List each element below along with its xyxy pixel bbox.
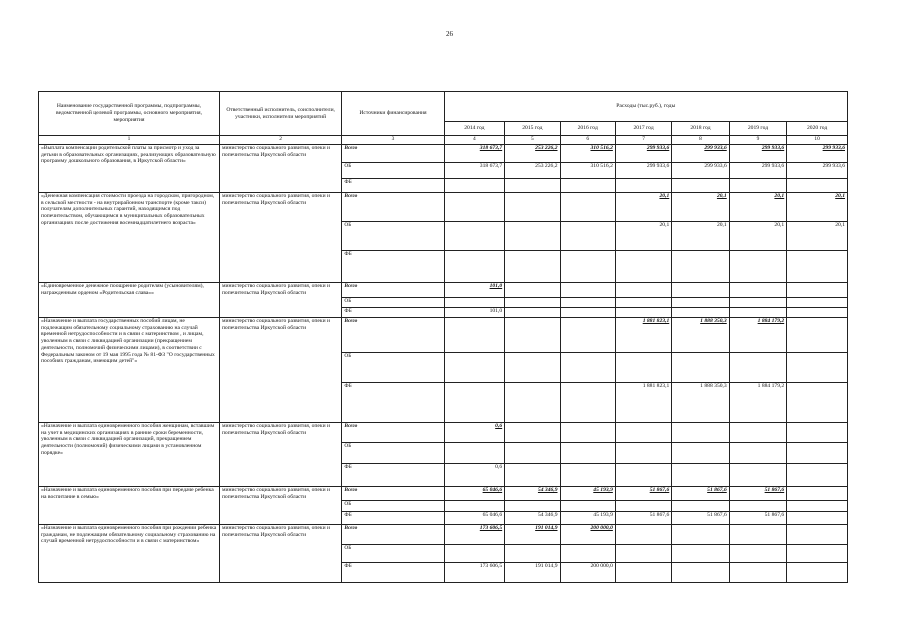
value-cell [505,464,560,487]
funding-source-fb: ФБ [342,308,444,318]
value-cell: 51 867,6 [729,487,786,501]
value-cell: 20,1 [615,222,671,251]
column-number: 7 [615,136,671,145]
value-cell: 51 867,6 [729,512,786,525]
value-cell: 51 867,6 [615,512,671,525]
value-cell [787,298,848,308]
value-cell: 0,6 [444,464,505,487]
value-cell: 310 516,2 [560,145,615,163]
value-cell [560,501,615,512]
value-cell [560,308,615,318]
value-cell [729,525,786,545]
value-cell [672,545,729,563]
value-cell [787,563,848,583]
value-cell [787,251,848,283]
value-cell: 20,1 [672,193,729,222]
value-cell [787,545,848,563]
value-cell [444,193,505,222]
table-row [39,318,848,353]
value-cell: 1 884 179,2 [729,318,786,353]
funding-source-ob: ОБ [342,353,444,383]
value-cell [444,501,505,512]
value-cell [729,545,786,563]
value-cell: 20,1 [787,222,848,251]
value-cell [729,251,786,283]
value-cell [615,308,671,318]
value-cell: 20,1 [615,193,671,222]
value-cell: 299 933,6 [615,145,671,163]
value-cell [560,545,615,563]
value-cell [560,283,615,298]
value-cell [672,464,729,487]
executor-cell: министерство социального развития, опеки и попечительства Иркутской области [219,487,341,525]
value-cell: 0,6 [444,423,505,443]
value-cell [729,423,786,443]
table-row [39,525,848,545]
value-cell [505,501,560,512]
value-cell [505,251,560,283]
value-cell [729,443,786,464]
program-name-cell: «Выплата компенсации родительской платы за присмотр и уход за детьми в образовательных организациях, реализующих образовательную программу дошкольного образования, в Иркутской области» [39,145,220,193]
value-cell [615,525,671,545]
value-cell: 65 046,6 [444,512,505,525]
executor-cell: министерство социального развития, опеки и попечительства Иркутской области [219,283,341,318]
value-cell [787,464,848,487]
value-cell [560,318,615,353]
value-cell [444,179,505,193]
value-cell [729,179,786,193]
funding-source-ob: ОБ [342,545,444,563]
funding-source-ob: ОБ [342,163,444,179]
program-name-cell: «Назначение и выплата единовременного пособия при передаче ребенка на воспитание в семью» [39,487,220,525]
value-cell: 191 014,9 [505,563,560,583]
value-cell [505,383,560,423]
value-cell [505,318,560,353]
header-year: 2017 год [615,122,671,136]
value-cell: 200 000,0 [560,563,615,583]
value-cell: 1 881 823,1 [615,318,671,353]
column-number: 4 [444,136,505,145]
value-cell [505,308,560,318]
value-cell [787,487,848,501]
value-cell [560,423,615,443]
value-cell [787,423,848,443]
value-cell [615,443,671,464]
value-cell [672,353,729,383]
value-cell [560,222,615,251]
executor-cell: министерство социального развития, опеки и попечительства Иркутской области [219,423,341,487]
value-cell [672,501,729,512]
funding-source-fb: ФБ [342,512,444,525]
value-cell [615,563,671,583]
value-cell: 299 933,6 [672,163,729,179]
value-cell: 20,1 [672,222,729,251]
value-cell [787,308,848,318]
value-cell [615,353,671,383]
value-cell: 1 884 179,2 [729,383,786,423]
funding-source-total: Всего [342,525,444,545]
column-number: 10 [787,136,848,145]
value-cell [729,501,786,512]
executor-cell: министерство социального развития, опеки и попечительства Иркутской области [219,145,341,193]
value-cell [560,443,615,464]
value-cell [787,283,848,298]
value-cell [615,545,671,563]
value-cell: 173 606,5 [444,563,505,583]
value-cell: 253 226,2 [505,145,560,163]
value-cell [729,353,786,383]
value-cell [787,383,848,423]
value-cell: 299 933,6 [729,163,786,179]
value-cell [787,353,848,383]
value-cell [444,318,505,353]
value-cell [505,283,560,298]
table-row [39,193,848,222]
value-cell [672,563,729,583]
value-cell [505,222,560,251]
value-cell: 1 888 350,3 [672,318,729,353]
funding-source-total: Всего [342,318,444,353]
funding-source-fb: ФБ [342,464,444,487]
value-cell [560,353,615,383]
value-cell: 1 881 823,1 [615,383,671,423]
value-cell [444,545,505,563]
value-cell: 299 933,6 [787,163,848,179]
program-name-cell: «Назначение и выплата государственных пособий лицам, не подлежащим обязательному социальному страхованию на случай временной нетрудоспособности и в связи с материнством , и лицам, уволенным в связи с ликвидацией организации (прекращением деятельности, полномочий физическими лицами), в соответствии с Федеральным законом от 19 мая 1995 года № 81-ФЗ "О государственных пособиях гражданам, имеющим детей"» [39,318,220,423]
value-cell: 318 673,7 [444,163,505,179]
value-cell: 51 867,6 [672,512,729,525]
value-cell: 65 046,6 [444,487,505,501]
table-body [39,145,848,583]
column-number: 2 [219,136,341,145]
value-cell: 101,0 [444,308,505,318]
funding-source-total: Всего [342,283,444,298]
value-cell [505,545,560,563]
value-cell: 1 888 350,3 [672,383,729,423]
value-cell: 20,1 [787,193,848,222]
executor-cell: министерство социального развития, опеки и попечительства Иркутской области [219,525,341,583]
header-year: 2014 год [444,122,505,136]
header-name: Наименование государственной программы, подпрограммы, ведомственной целевой программы, основного мероприятия, мероприятия [39,92,220,136]
value-cell: 51 867,6 [672,487,729,501]
program-name-cell: «Назначение и выплата единовременного пособия при рождении ребенка гражданам, не подлежащим обязательному социальному страхованию на случай временной нетрудоспособности и в связи с материнством» [39,525,220,583]
value-cell [505,353,560,383]
value-cell [729,298,786,308]
value-cell [444,222,505,251]
table-row [39,145,848,163]
value-cell: 101,0 [444,283,505,298]
value-cell: 54 346,9 [505,512,560,525]
value-cell [560,251,615,283]
value-cell [615,298,671,308]
value-cell [560,383,615,423]
header-source: Источники финансирования [342,92,444,136]
value-cell [444,298,505,308]
table-row [39,487,848,501]
value-cell [672,525,729,545]
value-cell [615,283,671,298]
value-cell [729,563,786,583]
executor-cell: министерство социального развития, опеки и попечительства Иркутской области [219,318,341,423]
funding-source-fb: ФБ [342,563,444,583]
value-cell [505,423,560,443]
value-cell [444,251,505,283]
value-cell [444,383,505,423]
header-year: 2015 год [505,122,560,136]
value-cell: 54 346,9 [505,487,560,501]
value-cell [505,193,560,222]
value-cell [615,251,671,283]
funding-source-total: Всего [342,423,444,443]
value-cell [787,318,848,353]
funding-source-ob: ОБ [342,298,444,308]
value-cell [560,193,615,222]
value-cell [672,179,729,193]
value-cell [505,298,560,308]
funding-source-fb: ФБ [342,179,444,193]
funding-source-total: Всего [342,193,444,222]
column-number: 8 [672,136,729,145]
value-cell [729,464,786,487]
value-cell [560,464,615,487]
table-row [39,283,848,298]
value-cell [787,512,848,525]
value-cell [560,298,615,308]
column-number: 6 [560,136,615,145]
value-cell: 45 193,9 [560,487,615,501]
value-cell [615,501,671,512]
value-cell: 253 226,2 [505,163,560,179]
value-cell [672,423,729,443]
value-cell [672,283,729,298]
column-number: 9 [729,136,786,145]
funding-source-fb: ФБ [342,251,444,283]
funding-source-total: Всего [342,145,444,163]
header-year: 2018 год [672,122,729,136]
value-cell: 191 014,9 [505,525,560,545]
table-row [39,423,848,443]
value-cell: 318 673,7 [444,145,505,163]
value-cell [672,298,729,308]
executor-cell: министерство социального развития, опеки и попечительства Иркутской области [219,193,341,283]
value-cell [615,464,671,487]
funding-source-ob: ОБ [342,222,444,251]
funding-source-ob: ОБ [342,443,444,464]
value-cell: 173 606,5 [444,525,505,545]
value-cell [505,443,560,464]
funding-source-total: Всего [342,487,444,501]
column-number: 1 [39,136,220,145]
header-year: 2019 год [729,122,786,136]
value-cell: 51 867,6 [615,487,671,501]
program-name-cell: «Денежная компенсация стоимости проезда на городском, пригородном, в сельской местности - на внутрирайонном транспорте (кроме такси) получателям дополнительных гарантий, находящимся под попечительством, обучающимся в муниципальных образовательных организациях после достижения восемнадцатилетнего возраста» [39,193,220,283]
value-cell: 299 933,6 [787,145,848,163]
program-name-cell: «Назначение и выплата единовременного пособия женщинам, вставшим на учет в медицинских организациях в ранние сроки беременности, уволенным в связи с ликвидацией организаций, прекращением деятельности (полномочий) физическими лицами в установленном порядке» [39,423,220,487]
value-cell [787,525,848,545]
value-cell [560,179,615,193]
header-year: 2020 год [787,122,848,136]
value-cell: 310 516,2 [560,163,615,179]
value-cell [787,443,848,464]
value-cell: 20,1 [729,222,786,251]
value-cell: 299 933,6 [615,163,671,179]
page-number: 26 [446,30,453,38]
value-cell [505,179,560,193]
value-cell [615,423,671,443]
value-cell [672,308,729,318]
header-executor: Ответственный исполнитель, соисполнители, участники, исполнители мероприятий [219,92,341,136]
value-cell [615,179,671,193]
program-name-cell: «Единовременное денежное поощрение родителям (усыновителям), награжденным орденом «Родительская слава»» [39,283,220,318]
expenses-table [38,91,848,583]
value-cell [672,251,729,283]
value-cell [729,283,786,298]
funding-source-fb: ФБ [342,383,444,423]
value-cell: 299 933,6 [729,145,786,163]
header-expenses: Расходы (тыс.руб.), годы [444,92,847,122]
value-cell [444,353,505,383]
value-cell: 20,1 [729,193,786,222]
value-cell [672,443,729,464]
value-cell [444,443,505,464]
value-cell: 299 933,6 [672,145,729,163]
column-number: 5 [505,136,560,145]
funding-source-ob: ОБ [342,501,444,512]
header-year: 2016 год [560,122,615,136]
value-cell [729,308,786,318]
value-cell: 200 000,0 [560,525,615,545]
value-cell [787,501,848,512]
column-number: 3 [342,136,444,145]
value-cell: 45 193,9 [560,512,615,525]
value-cell [787,179,848,193]
